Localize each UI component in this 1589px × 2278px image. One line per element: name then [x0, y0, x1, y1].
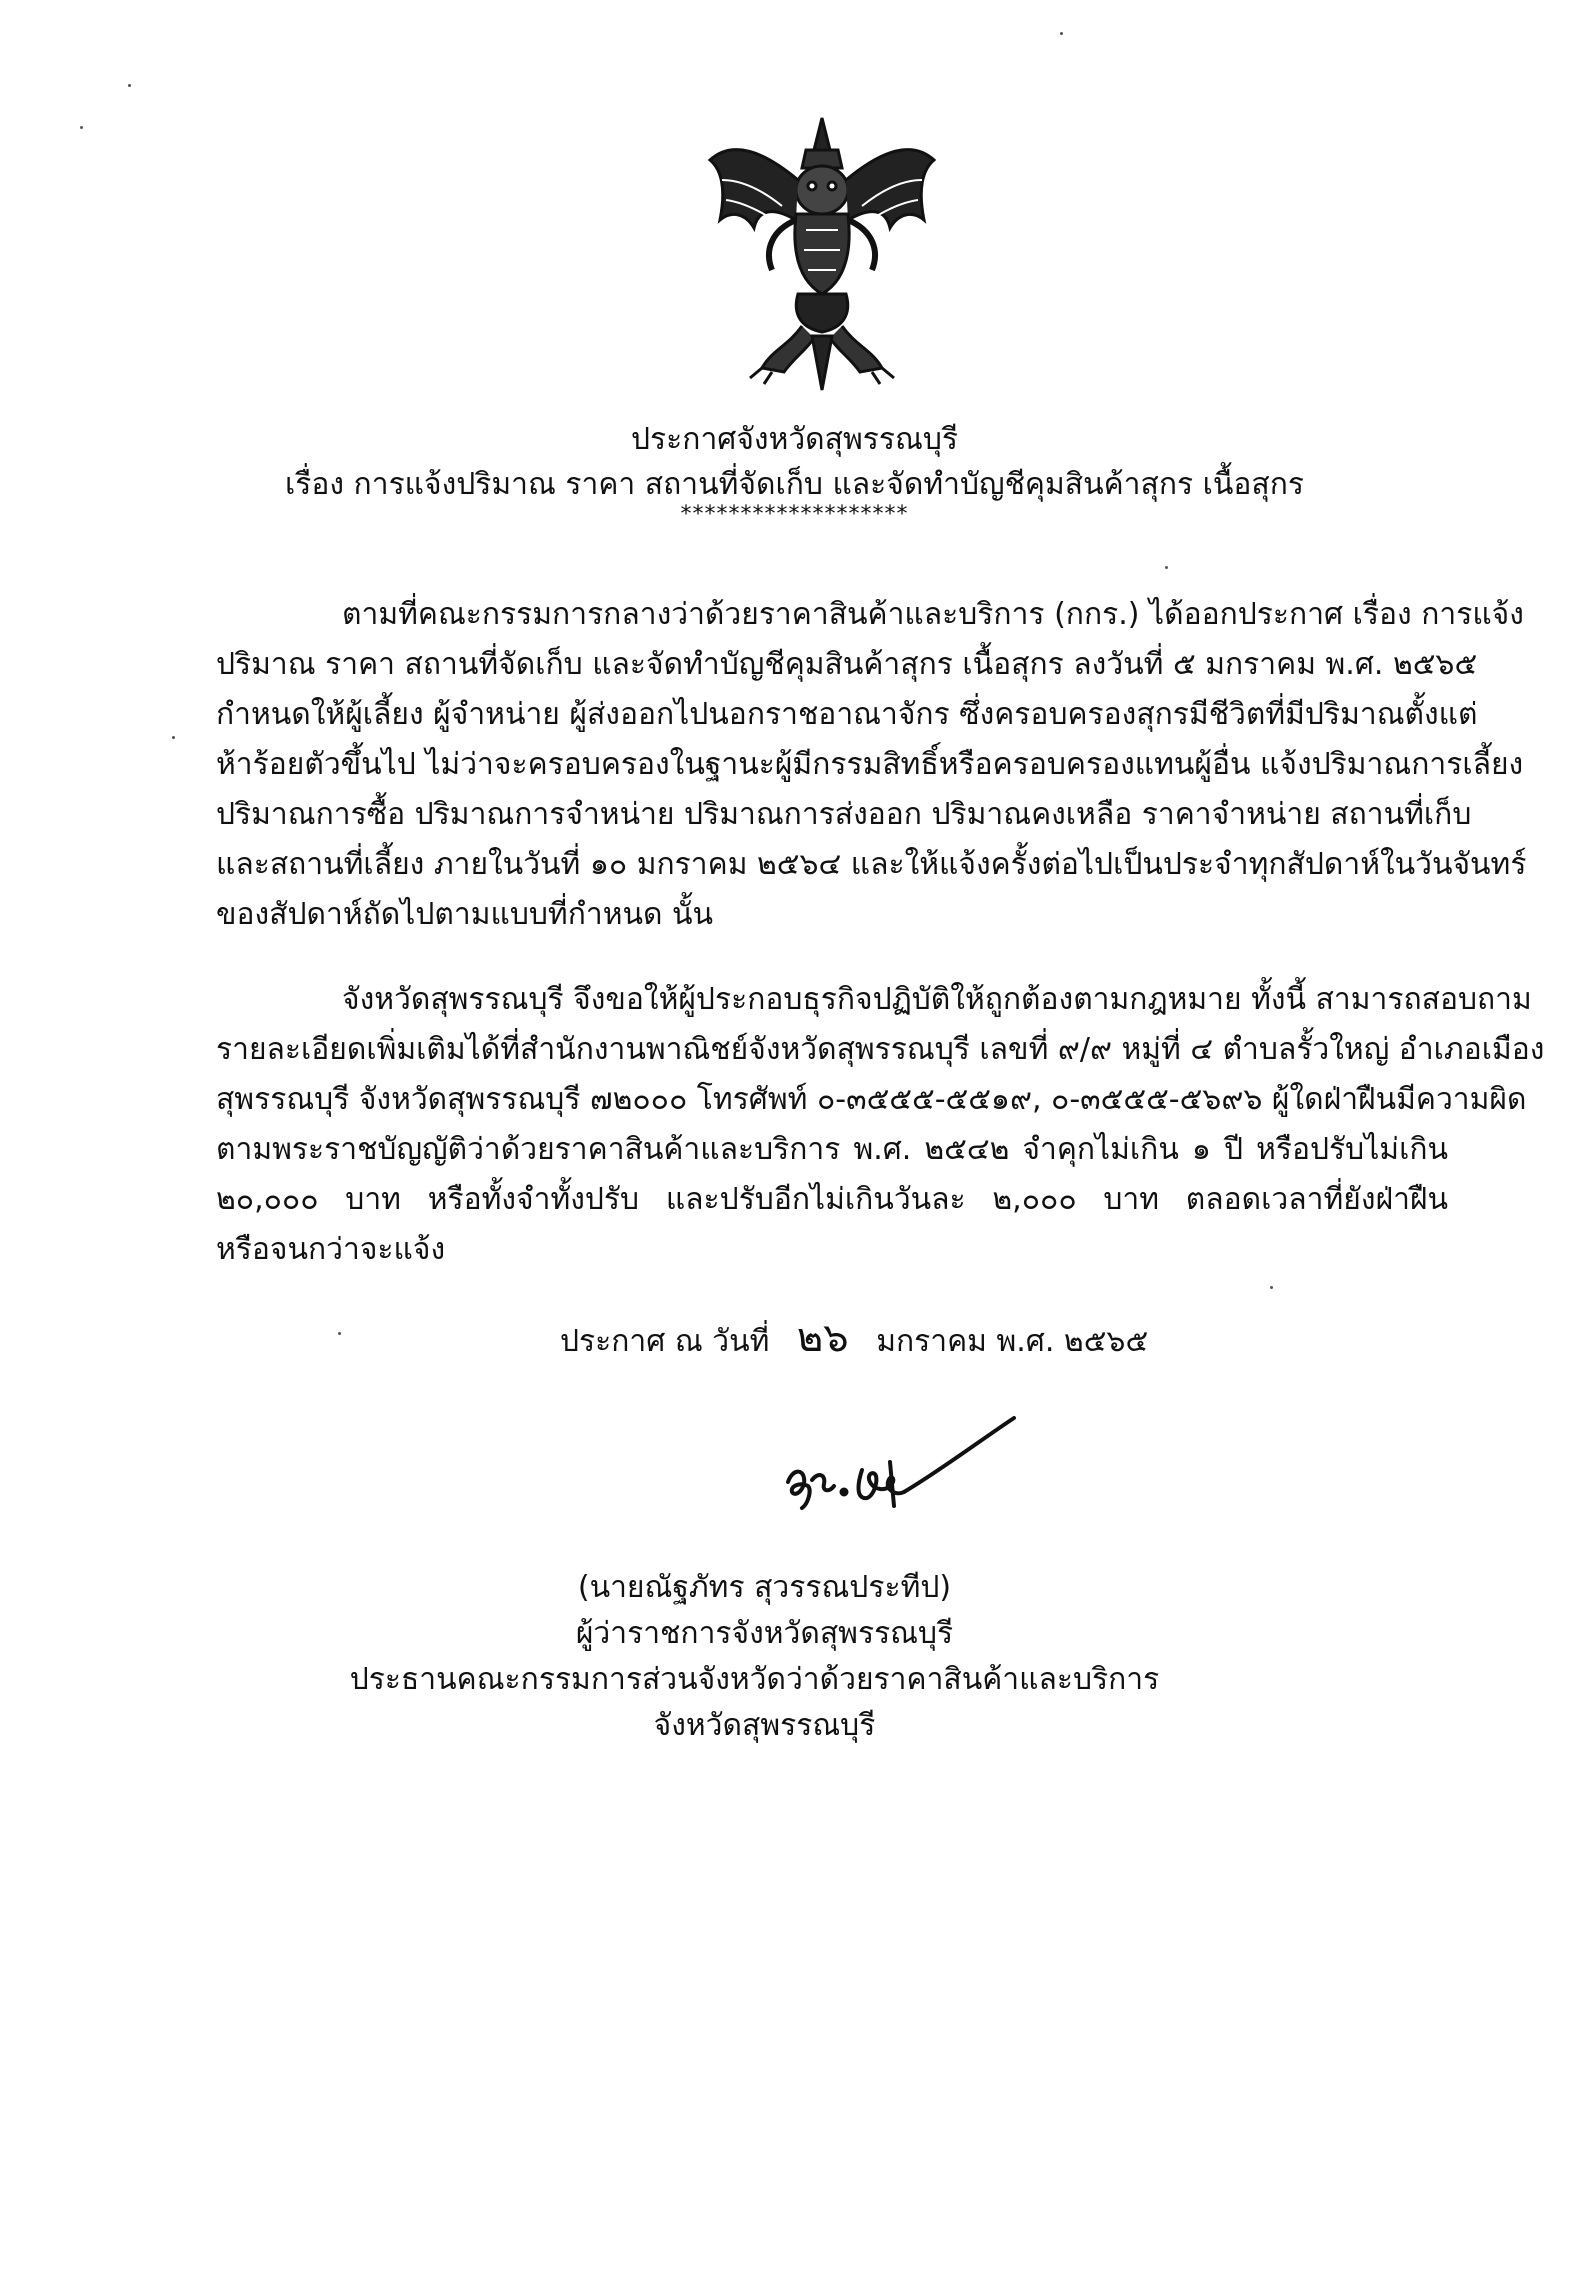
announcement-date: [560, 1315, 1149, 1362]
scan-speck: [1270, 1286, 1273, 1289]
paragraph-line: ๒๐,๐๐๐ บาท หรือทั้งจำทั้งปรับ และปรับอีกไม่เกินวันละ ๒,๐๐๐ บาท ตลอดเวลาที่ยังฝ่าฝืน: [216, 1182, 1448, 1217]
date-prefix: ประกาศ ณ วันที่: [560, 1324, 770, 1359]
paragraph-line: กำหนดให้ผู้เลี้ยง ผู้จำหน่าย ผู้ส่งออกไปนอกราชอาณาจักร ซึ่งครอบครองสุกรมีชีวิตที่มีปริมาณตั้งแต่: [216, 697, 1478, 732]
handwritten-signature: [778, 1412, 1018, 1522]
signatory-name: (นายณัฐภัทร สุวรรณประทีป): [577, 1570, 952, 1605]
announcement-title: ประกาศจังหวัดสุพรรณบุรี: [631, 422, 958, 457]
scan-speck: [128, 84, 131, 87]
paragraph-line: สุพรรณบุรี จังหวัดสุพรรณบุรี ๗๒๐๐๐ โทรศัพท์ ๐-๓๕๕๕-๕๕๑๙, ๐-๓๕๕๕-๕๖๙๖ ผู้ใดฝ่าฝืนมีความผิด: [216, 1082, 1527, 1117]
announcement-subject: เรื่อง การแจ้งปริมาณ ราคา สถานที่จัดเก็บ และจัดทำบัญชีคุมสินค้าสุกร เนื้อสุกร: [284, 467, 1305, 502]
date-month-year: มกราคม พ.ศ. ๒๕๖๕: [876, 1324, 1149, 1359]
scan-speck: [172, 736, 175, 739]
signatory-province: จังหวัดสุพรรณบุรี: [653, 1708, 876, 1743]
scan-speck: [338, 1332, 341, 1335]
scan-speck: [1060, 32, 1063, 35]
paragraph-line: ตามพระราชบัญญัติว่าด้วยราคาสินค้าและบริการ พ.ศ. ๒๕๔๒ จำคุกไม่เกิน ๑ ปี หรือปรับไม่เกิน: [216, 1132, 1448, 1167]
scan-speck: [80, 126, 83, 129]
signatory-role: ประธานคณะกรรมการส่วนจังหวัดว่าด้วยราคาสินค้าและบริการ: [349, 1662, 1160, 1697]
body-paragraph-1: [216, 590, 1527, 940]
title-separator: *******************: [680, 502, 909, 527]
paragraph-line: ปริมาณ ราคา สถานที่จัดเก็บ และจัดทำบัญชีคุมสินค้าสุกร เนื้อสุกร ลงวันที่ ๕ มกราคม พ.ศ. ๒๕๖๕: [216, 647, 1478, 682]
date-day-handwritten: ๒๖: [796, 1315, 849, 1361]
paragraph-line: หรือจนกว่าจะแจ้ง: [216, 1232, 446, 1267]
paragraph-line: และสถานที่เลี้ยง ภายในวันที่ ๑๐ มกราคม ๒๕๖๔ และให้แจ้งครั้งต่อไปเป็นประจำทุกสัปดาห์ในวันจันทร์: [216, 847, 1527, 882]
paragraph-line: ห้าร้อยตัวขึ้นไป ไม่ว่าจะครอบครองในฐานะผู้มีกรรมสิทธิ์หรือครอบครองแทนผู้อื่น แจ้งปริมาณการเลี้ยง: [216, 747, 1524, 782]
paragraph-line: ปริมาณการซื้อ ปริมาณการจำหน่าย ปริมาณการส่งออก ปริมาณคงเหลือ ราคาจำหน่าย สถานที่เก็บ: [216, 797, 1472, 832]
signatory-position: ผู้ว่าราชการจังหวัดสุพรรณบุรี: [575, 1616, 954, 1651]
paragraph-line: รายละเอียดเพิ่มเติมได้ที่สำนักงานพาณิชย์จังหวัดสุพรรณบุรี เลขที่ ๙/๙ หมู่ที่ ๔ ตำบลรั้วใหญ่ อำเภอเมือง: [216, 1032, 1545, 1067]
paragraph-line: ตามที่คณะกรรมการกลางว่าด้วยราคาสินค้าและบริการ (กกร.) ได้ออกประกาศ เรื่อง การแจ้ง: [342, 597, 1524, 632]
scan-speck: [1165, 566, 1168, 569]
body-paragraph-2: [216, 975, 1545, 1275]
paragraph-line: จังหวัดสุพรรณบุรี จึงขอให้ผู้ประกอบธุรกิจปฏิบัติให้ถูกต้องตามกฎหมาย ทั้งนี้ สามารถสอบถาม: [342, 982, 1532, 1017]
paragraph-line: ของสัปดาห์ถัดไปตามแบบที่กำหนด นั้น: [216, 897, 714, 932]
garuda-emblem-icon: [702, 110, 942, 400]
